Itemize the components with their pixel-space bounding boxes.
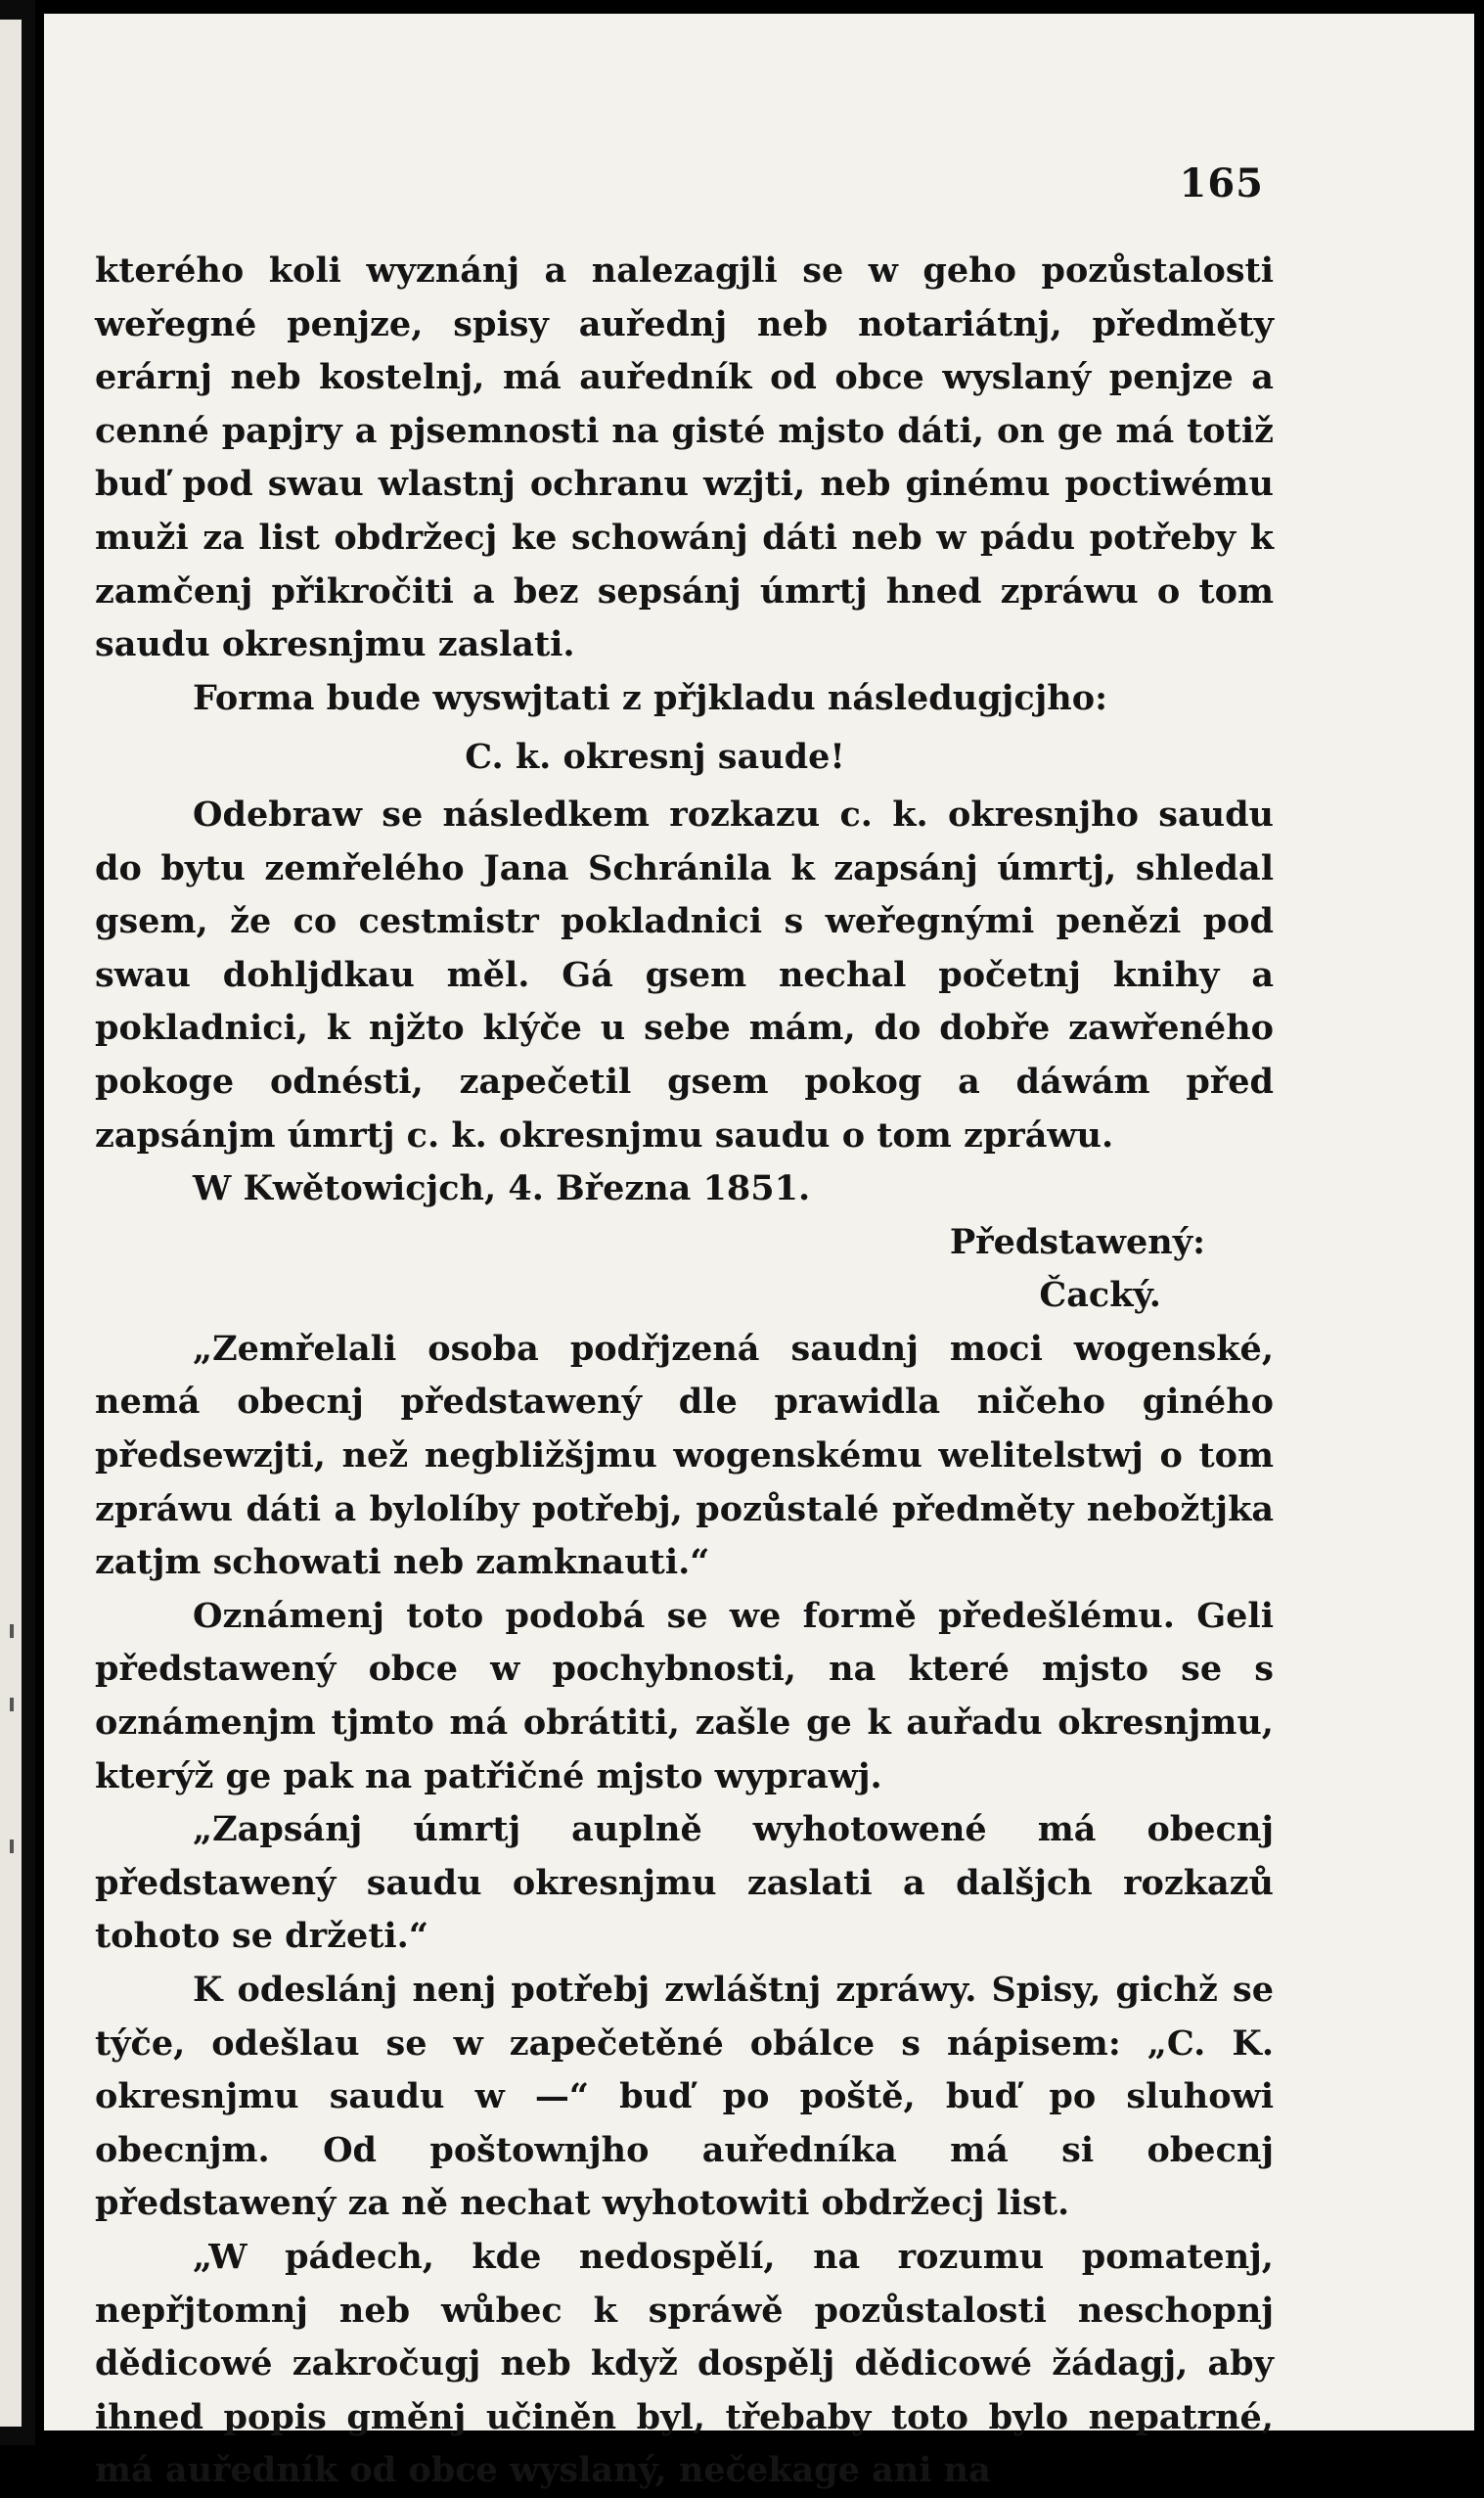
letter-place-date: W Kwětowicjch, 4. Března 1851. xyxy=(193,1168,811,1209)
quoted-paragraph: „Zemřelali osoba podřjzená saudnj moci wogenské, nemá obecnj předstawený dle prawidla ničeho giného předsewzjti, než negbližšjmu wogenskému welitelstwj o tom zpráwu dáti a bylolíby potřebj, pozůstalé předměty nebožtjka zatjm schowati neb zamknauti.“ xyxy=(95,1328,1274,1583)
facing-page-edge xyxy=(0,20,22,2427)
quoted-paragraph: „Zapsánj úmrtj auplně wyhotowené má obecnj předstawený saudu okresnjmu zaslati a dalšjch rozkazů tohoto se držeti.“ xyxy=(95,1809,1274,1957)
margin-mark xyxy=(10,1624,14,1638)
signature-title: Předstawený: xyxy=(949,1221,1205,1262)
letter-salutation: C. k. okresnj saude! xyxy=(465,737,845,778)
quoted-paragraph: „W pádech, kde nedospělí, na rozumu pomatenj, nepřjtomnj neb wůbec k spráwě pozůstalosti neschopnj dědicowé zakročugj neb když dospělj dědicowé žádagj, aby ihned popis gměnj učiněn byl, třebaby toto bylo nepatrné, má auředník od obce wyslaný, nečekage ani na xyxy=(95,2236,1274,2491)
paragraph: Forma bude wyswjtati z přjkladu následugjcjho: xyxy=(193,677,1108,718)
paragraph: kterého koli wyznánj a nalezagjli se w geho pozůstalosti weřegné penjze, spisy auřednj neb notariátnj, předměty erárnj neb kostelnj, má auředník od obce wyslaný penjze a cenné papjry a pjsemnosti na gisté mjsto dáti, on ge má totiž buď pod swau wlastnj ochranu wzjti, neb ginému poctiwému muži za list obdržecj ke schowánj dáti neb w pádu potřeby k zamčenj přikročiti a bez sepsánj úmrtj hned zpráwu o tom saudu okresnjmu zaslati. xyxy=(95,250,1274,665)
page-body xyxy=(95,245,1274,2498)
margin-mark xyxy=(10,1839,14,1853)
margin-mark xyxy=(10,1698,14,1711)
signature-name: Čacký. xyxy=(1039,1275,1161,1316)
page-number: 165 xyxy=(1179,160,1264,206)
paragraph: Oznámenj toto podobá se we formě předešlému. Geli předstawený obce w pochybnosti, na které mjsto se s oznámenjm tjmto má obrátiti, zašle ge k auřadu okresnjmu, kterýž ge pak na patřičné mjsto wyprawj. xyxy=(95,1595,1274,1796)
page-sheet xyxy=(44,14,1474,2491)
paragraph: K odeslánj nenj potřebj zwláštnj zpráwy. Spisy, gichž se týče, odešlau se w zapečetěné obálce s nápisem: „C. K. okresnjmu saudu w —“ buď po poště, buď po sluhowi obecnjm. Od poštownjho auředníka má si obecnj předstawený za ně nechat wyhotowiti obdržecj list. xyxy=(95,1970,1274,2224)
letter-body: Odebraw se následkem rozkazu c. k. okresnjho saudu do bytu zemřelého Jana Schránila k zapsánj úmrtj, shledal gsem, že co cestmistr pokladnici s weřegnými penězi pod swau dohljdkau měl. Gá gsem nechal početnj knihy a pokladnici, k njžto klýče u sebe mám, do dobře zawřeného pokoge odnésti, zapečetil gsem pokog a dáwám před zapsánjm úmrtj c. k. okresnjmu saudu o tom zpráwu. xyxy=(95,794,1274,1156)
